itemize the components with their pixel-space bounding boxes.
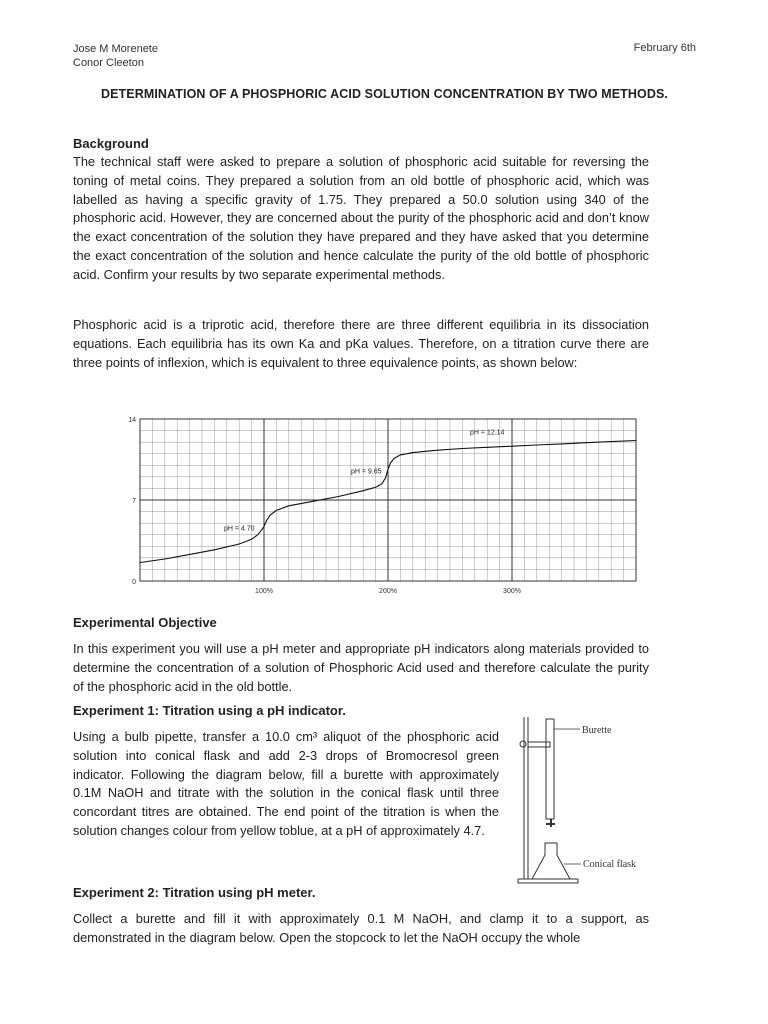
flask-label: Conical flask: [583, 859, 637, 870]
y-tick-label: 7: [132, 498, 136, 505]
y-tick-label: 0: [132, 579, 136, 586]
document-title: DETERMINATION OF A PHOSPHORIC ACID SOLUTION CONCENTRATION BY TWO METHODS.: [100, 87, 669, 101]
conical-flask: [532, 843, 570, 879]
paragraph-objective: In this experiment you will use a pH meter and appropriate pH indicators along materials provided to determine the concentration of a solution of Phosphoric Acid used and therefore calculate the purity of the phosphoric acid in the old bottle.: [73, 641, 649, 694]
titration-apparatus-diagram: [508, 713, 658, 888]
header-date: February 6th: [633, 42, 696, 54]
ph-annotation-label: pH = 12.14: [470, 429, 505, 437]
burette-tube: [546, 719, 554, 819]
stand-base: [518, 879, 578, 883]
section-heading-experiment-1: Experiment 1: Titration using a pH indicator.: [73, 703, 346, 718]
paragraph-triprotic: Phosphoric acid is a triprotic acid, therefore there are three different equilibria in its dissociation equations. Each equilibria has its own Ka and pKa values. Therefore, on a titration curve there are three points of inflexion, which is equivalent to three equivalence points, as shown below:: [73, 317, 649, 370]
paragraph-experiment-1: Using a bulb pipette, transfer a 10.0 cm³ aliquot of the phosphoric acid solution into conical flask and add 2-3 drops of Bromocresol green indicator. Following the diagram below, fill a burette with approximately 0.1M NaOH and titrate with the solution in the conical flask until three concordant titres are obtained. The end point of the titration is when the solution changes colour from yellow toblue, at a pH of approximately 4.7.: [73, 729, 499, 838]
x-tick-label: 300%: [503, 588, 521, 595]
ph-annotation-label: pH = 9.65: [351, 468, 382, 476]
section-heading-objective: Experimental Objective: [73, 615, 217, 630]
apparatus-svg: [508, 713, 658, 888]
x-tick-label: 100%: [255, 588, 273, 595]
paragraph-background: The technical staff were asked to prepare a solution of phosphoric acid suitable for reversing the toning of metal coins. They prepared a solution from an old bottle of phosphoric acid, which was labelled as having a specific gravity of 1.75. They prepared a 50.0 solution using 340 of the phosphoric acid. However, they are concerned about the purity of the phosphoric acid and don’t know the exact concentration of the solution they have prepared and they have asked that you determine the exact concentration of the solution and hence calculate the purity of the old bottle of phosphoric acid. Confirm your results by two separate experimental methods.: [73, 154, 649, 282]
x-tick-label: 200%: [379, 588, 397, 595]
section-heading-experiment-2: Experiment 2: Titration using pH meter.: [73, 885, 316, 900]
clamp: [528, 742, 550, 747]
header-authors: [73, 42, 158, 70]
author-name: Conor Cleeton: [73, 57, 144, 69]
author-name: Jose M Morenete: [73, 43, 158, 55]
ph-annotation-label: pH = 4.70: [224, 525, 255, 533]
burette-label: Burette: [582, 725, 612, 736]
section-heading-background: Background: [73, 136, 149, 151]
clamp-screw-icon: [520, 741, 526, 747]
titration-curve-svg: [120, 413, 640, 603]
paragraph-experiment-2: Collect a burette and fill it with approximately 0.1 M NaOH, and clamp it to a support, as demonstrated in the diagram below. Open the stopcock to let the NaOH occupy the whole: [73, 911, 649, 945]
titration-curve-chart: [120, 413, 640, 603]
y-tick-label: 14: [128, 417, 136, 424]
